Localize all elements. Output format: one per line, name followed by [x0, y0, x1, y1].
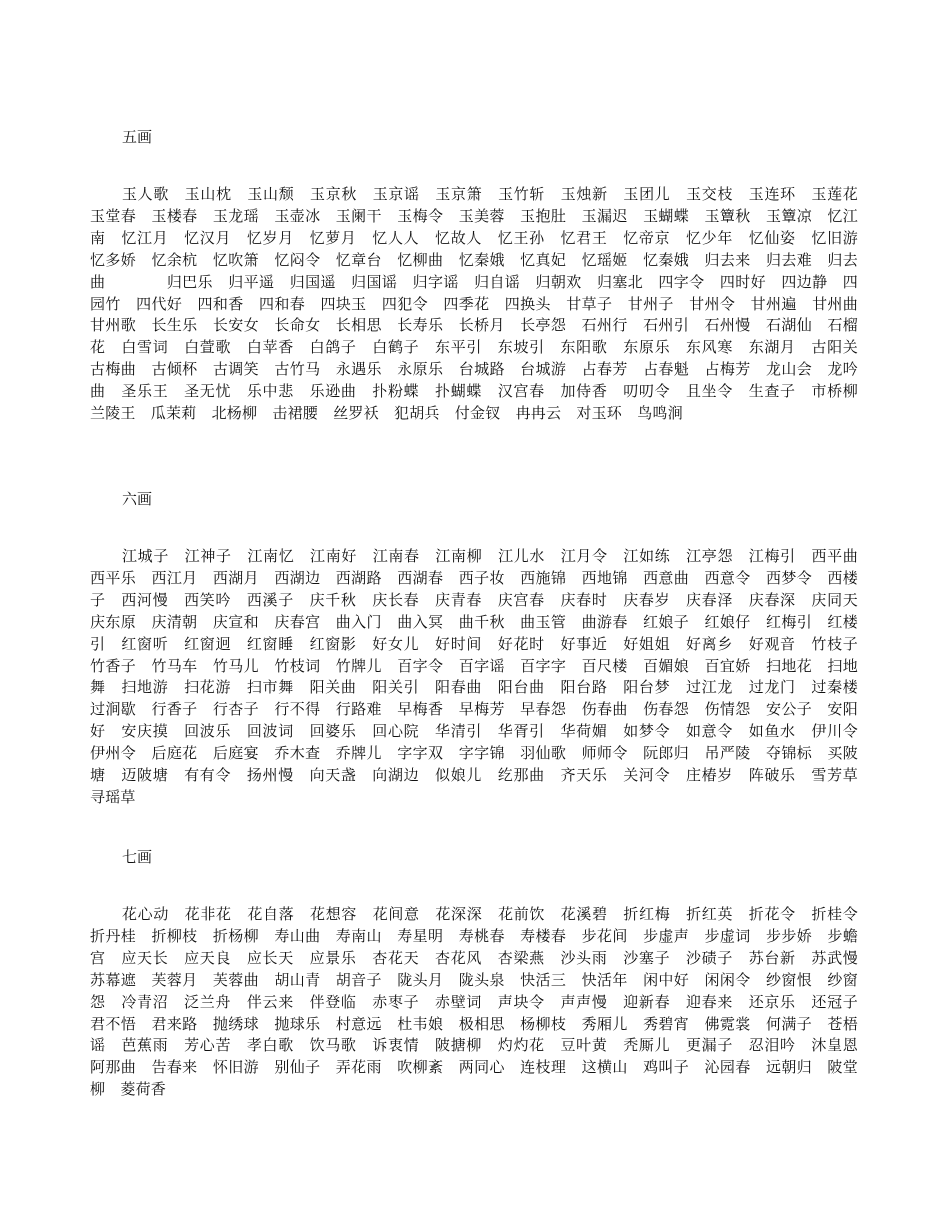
- section-heading-seven-strokes: 七画: [122, 848, 153, 866]
- section-body-five-strokes: 玉人歌 玉山枕 玉山颓 玉京秋 玉京谣 玉京箫 玉竹斩 玉烛新 玉团儿 玉交枝 玉连环 玉莲花 玉堂春 玉楼春 玉龙瑶 玉壶冰 玉阑干 玉梅令 玉美蓉 玉抱肚 玉漏迟 玉蝴蝶 玉簟秋 玉簟凉 忆江南 忆江月 忆汉月 忆岁月 忆萝月 忆人人 忆故人 忆王孙 忆君王 忆帝京 忆少年 忆仙姿 忆旧游 忆多娇 忆余杭 忆吹箫 忆闷令 忆章台 忆柳曲 忆秦娥 忆真妃 忆瑶姬 忆秦娥 归去来 归去难 归去曲 归巴乐 归平遥 归国遥 归国谣 归字谣 归自谣 归朝欢 归塞北 四字令 四时好 四边静 四园竹 四代好 四和香 四和春 四块玉 四犯令 四季花 四换头 甘草子 甘州子 甘州令 甘州遍 甘州曲 甘州歌 长生乐 长安女 长命女 长相思 长寿乐 长桥月 长亭怨 石州行 石州引 石州慢 石湖仙 石榴花 白雪词 白萱歌 白苹香 白鸽子 白鹤子 东平引 东坡引 东阳歌 东原乐 东风寒 东湖月 古阳关 古梅曲 古倾杯 古调笑 古竹马 永遇乐 永原乐 台城路 台城游 占春芳 占春魁 占梅芳 龙山会 龙吟曲 圣乐王 圣无忧 乐中悲 乐逊曲 扑粉蝶 扑蝴蝶 汉宫春 加侍香 叨叨令 且坐令 生查子 市桥柳 兰陵王 瓜茉莉 北杨柳 击裙腰 丝罗袄 犯胡兵 付金钗 冉冉云 对玉环 鸟鸣涧: [90, 185, 874, 423]
- section-body-seven-strokes: 花心动 花非花 花自落 花想容 花间意 花深深 花前饮 花溪碧 折红梅 折红英 折花令 折桂令 折丹桂 折柳枝 折杨柳 寿山曲 寿南山 寿星明 寿桃春 寿楼春 步花间 步虚声 步虚词 步步娇 步蟾宫 应天长 应天良 应长天 应景乐 杏花天 杏花风 杏梁燕 沙头雨 沙塞子 沙碛子 苏台新 苏武慢 苏幕遮 芙蓉月 芙蓉曲 胡山青 胡音子 陇头月 陇头泉 快活三 快活年 闲中好 闲闲令 纱窗恨 纱窗怨 冷青沼 泛兰舟 伴云来 伴登临 赤枣子 赤壁词 声块令 声声慢 迎新春 迎春来 还京乐 还冠子 君不悟 君来路 抛绣球 抛球乐 村意远 杜韦娘 极相思 杨柳枝 秀厢儿 秀碧宵 佛霓裳 何满子 苍梧谣 芭蕉雨 芳心苦 孝白歌 饮马歌 诉衷情 陂搪柳 灼灼花 豆叶黄 秃厮儿 更漏子 忍泪吟 沐皇恩 阿那曲 告春来 怀旧游 别仙子 弄花雨 吹柳紊 两同心 连枝理 这横山 鸡叫子 沁园春 远朝归 陂堂柳 菱荷香: [90, 905, 874, 1099]
- section-heading-five-strokes: 五画: [122, 128, 153, 146]
- section-heading-six-strokes: 六画: [122, 490, 153, 508]
- section-body-six-strokes: 江城子 江神子 江南忆 江南好 江南春 江南柳 江儿水 江月令 江如练 江亭怨 江梅引 西平曲 西平乐 西江月 西湖月 西湖边 西湖路 西湖春 西子妆 西施锦 西地锦 西意曲 西意令 西梦令 西楼子 西河慢 西笑吟 西溪子 庆千秋 庆长春 庆青春 庆宫春 庆春时 庆春岁 庆春泽 庆春深 庆同天 庆东原 庆清朝 庆宣和 庆春宫 曲入门 曲入冥 曲千秋 曲玉管 曲游春 红娘子 红娘仔 红梅引 红楼引 红窗听 红窗迥 红窗睡 红窗影 好女儿 好时间 好花时 好事近 好姐姐 好离乡 好观音 竹枝子 竹香子 竹马车 竹马儿 竹枝词 竹牌儿 百字令 百字谣 百字字 百尺楼 百媚娘 百宜娇 扫地花 扫地舞 扫地游 扫花游 扫市舞 阳关曲 阳关引 阳春曲 阳台曲 阳台路 阳台梦 过江龙 过龙门 过秦楼 过涧歇 行香子 行杏子 行不得 行路难 早梅香 早梅芳 早春怨 伤春曲 伤春怨 伤情怨 安公子 安阳好 安庆摸 回波乐 回波词 回婆乐 回心院 华清引 华胥引 华荷媚 如梦令 如意令 如鱼水 伊川令 伊州令 后庭花 后庭宴 乔木查 乔牌儿 字字双 字字锦 羽仙歌 师师令 阮郎归 吊严陵 夺锦标 买陂塘 迈陂塘 有有令 扬州慢 向天盏 向湖边 似娘儿 纥那曲 齐天乐 关河令 庄椿岁 阵破乐 雪芳草 寻瑶草: [90, 547, 874, 806]
